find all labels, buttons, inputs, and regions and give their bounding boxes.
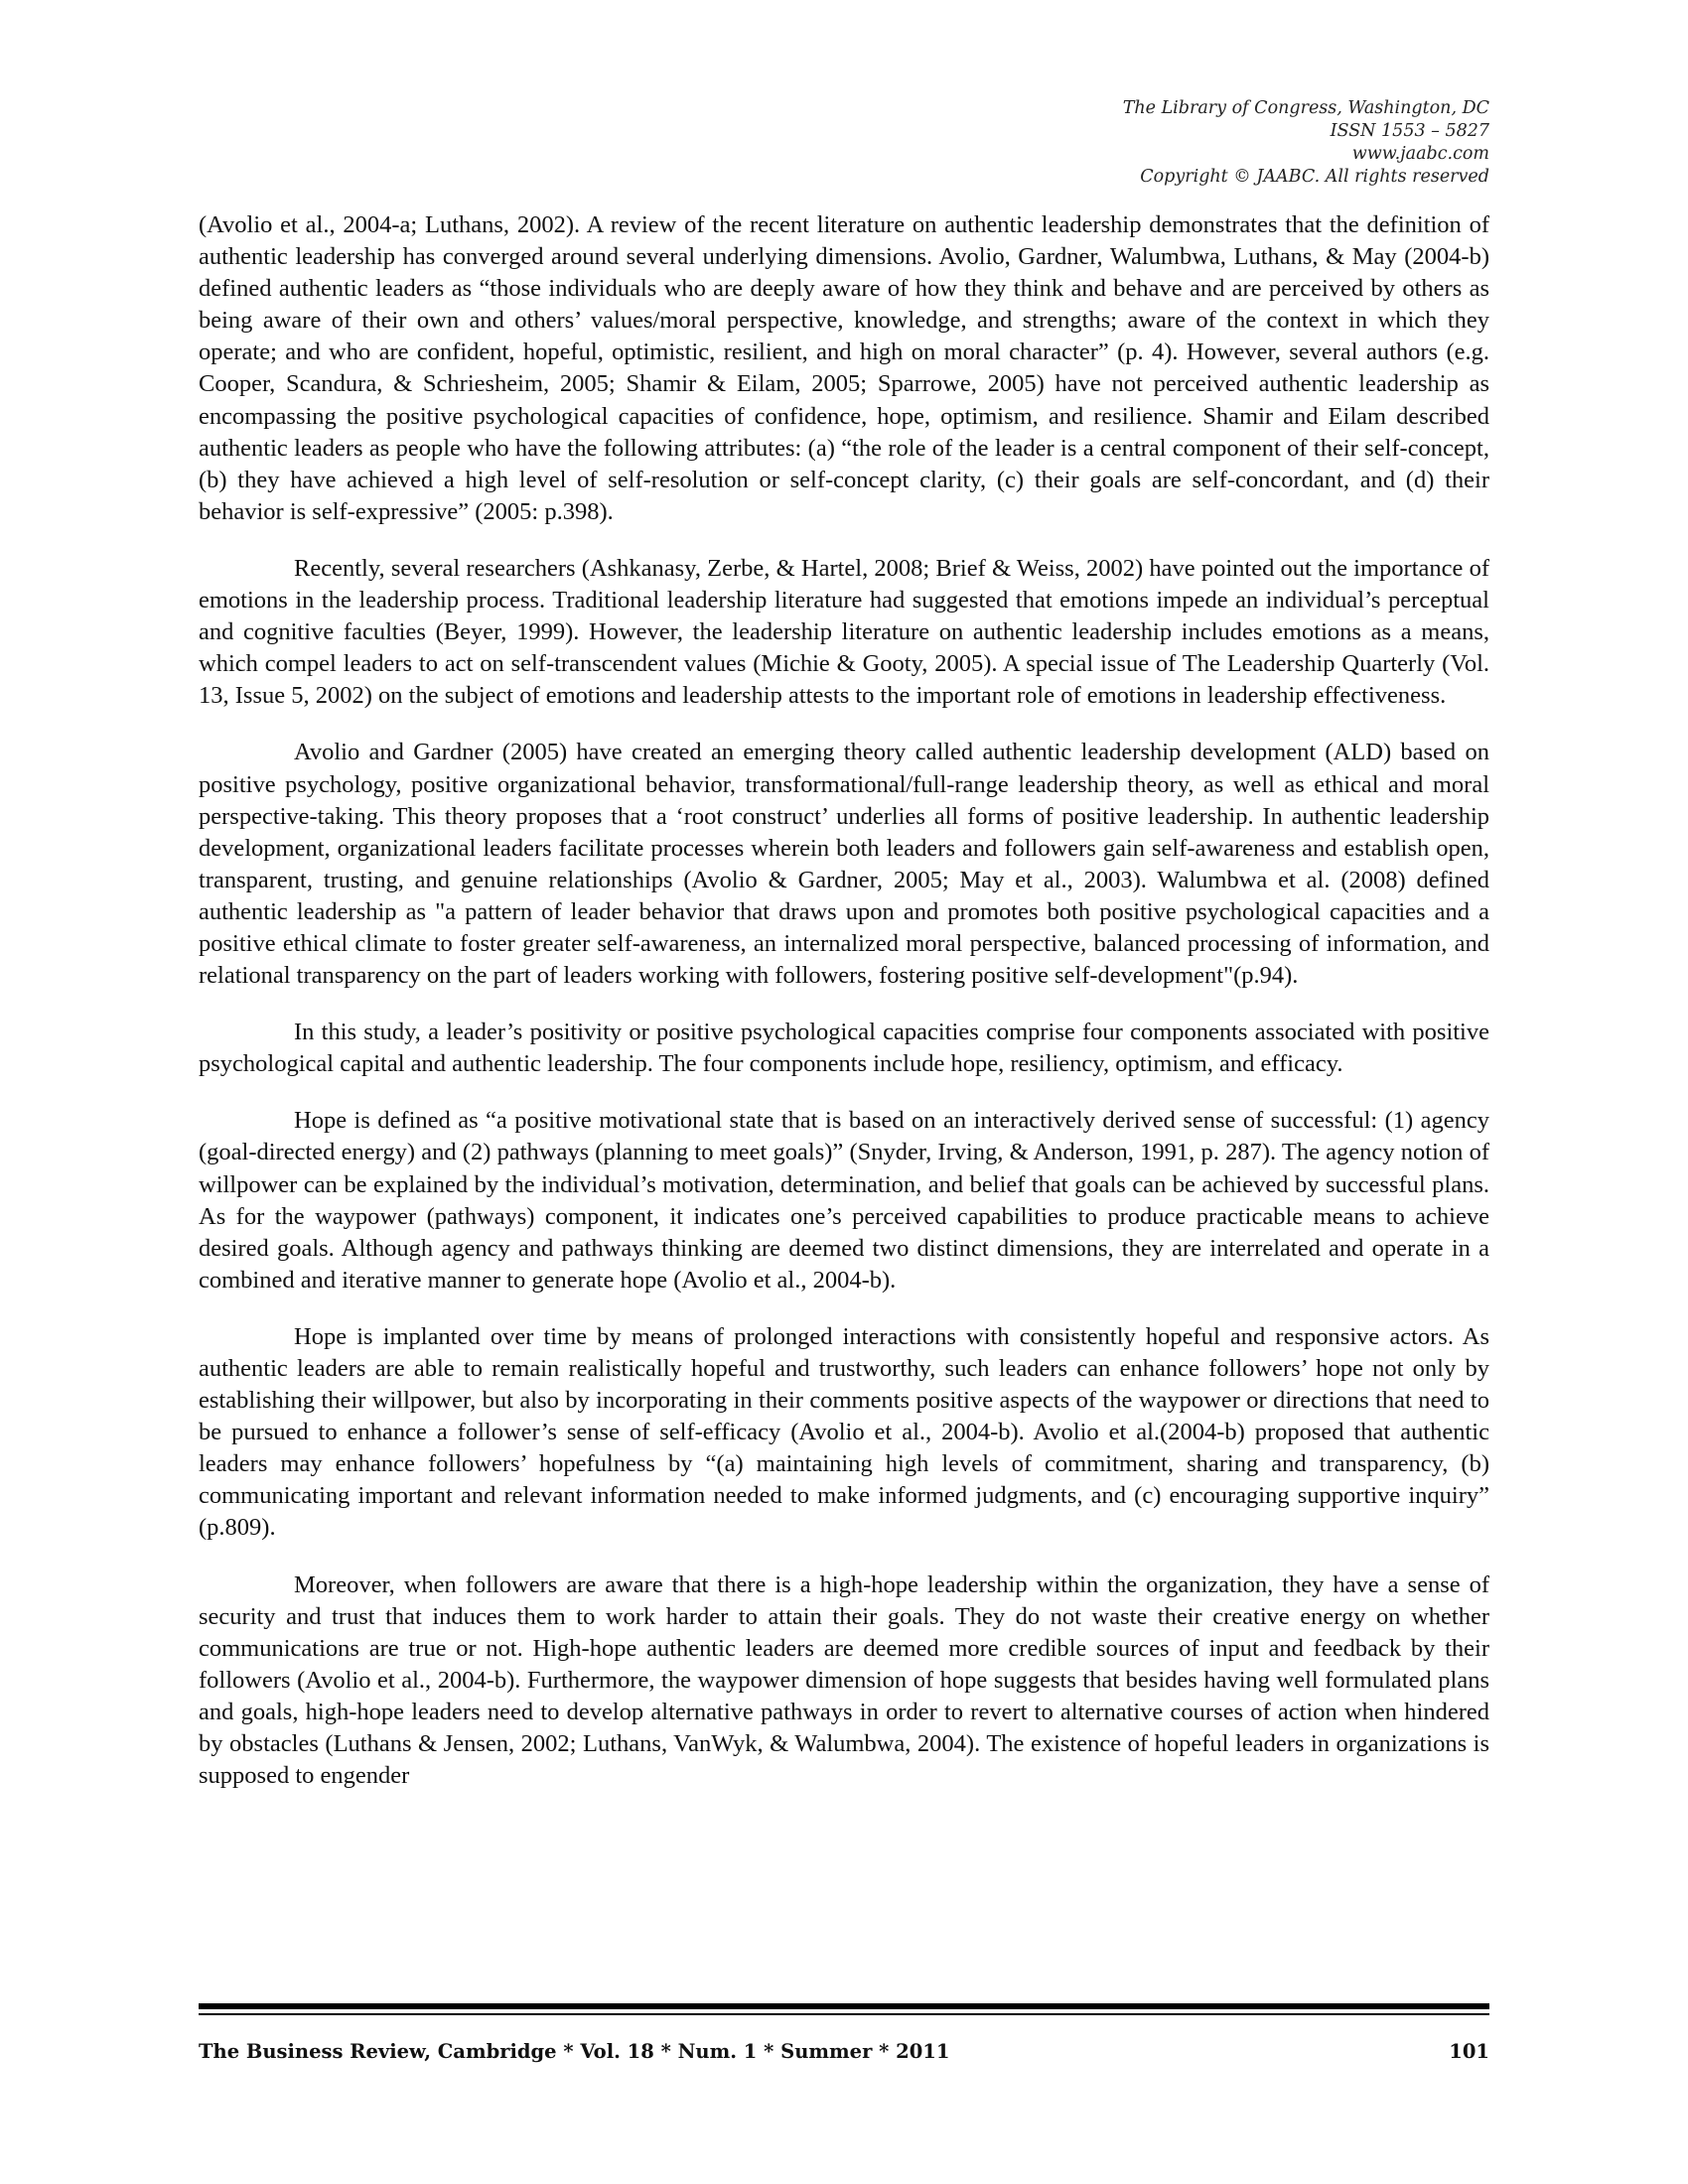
header-library: The Library of Congress, Washington, DC (1122, 98, 1489, 118)
journal-citation: The Business Review, Cambridge * Vol. 18 * Num. 1 * Summer * 2011 (199, 2040, 950, 2063)
paragraph: Hope is defined as “a positive motivational state that is based on an interactively derived sense of successful: (1) agency (goal-directed energy) and (2) pathways (planning to meet goals)” (Snyder, Irving, & Anderson, 1991, p. 287). The agency notion of willpower can be explained by the individual’s motivation, determination, and belief that goals can be achieved by successful plans. As for the waypower (pathways) component, it indicates one’s perceived capabilities to produce practicable means to achieve desired goals. Although agency and pathways thinking are deemed two distinct dimensions, they are interrelated and operate in a combined and iterative manner to generate hope (Avolio et al., 2004-b). (199, 1107, 1489, 1294)
paragraph: Moreover, when followers are aware that there is a high-hope leadership within the organization, they have a sense of security and trust that induces them to work harder to attain their goals. They do not waste their creative energy on whether communications are true or not. High-hope authentic leaders are deemed more credible sources of input and feedback by their followers (Avolio et al., 2004-b). Furthermore, the waypower dimension of hope suggests that besides having well formulated plans and goals, high-hope leaders need to develop alternative pathways in order to revert to alternative courses of action when hindered by obstacles (Luthans & Jensen, 2002; Luthans, VanWyk, & Walumbwa, 2004). The existence of hopeful leaders in organizations is supposed to engender (199, 1570, 1489, 1790)
footer-divider-thin (199, 2013, 1489, 2015)
paragraph: Recently, several researchers (Ashkanasy, Zerbe, & Hartel, 2008; Brief & Weiss, 2002) have pointed out the importance of emotions in the leadership process. Traditional leadership literature had suggested that emotions impede an individual’s perceptual and cognitive faculties (Beyer, 1999). However, the leadership literature on authentic leadership includes emotions as a means, which compel leaders to act on self-transcendent values (Michie & Gooty, 2005). A special issue of The Leadership Quarterly (Vol. 13, Issue 5, 2002) on the subject of emotions and leadership attests to the important role of emotions in leadership effectiveness. (199, 554, 1489, 710)
header-copyright: Copyright © JAABC. All rights reserved (1140, 167, 1489, 187)
header-website: www.jaabc.com (1351, 144, 1489, 164)
paragraph: (Avolio et al., 2004-a; Luthans, 2002). A review of the recent literature on authentic leadership demonstrates that the definition of authentic leadership has converged around several underlying dimensions. Avolio, Gardner, Walumbwa, Luthans, & May (2004-b) defined authentic leaders as “those individuals who are deeply aware of how they think and behave and are perceived by others as being aware of their own and others’ values/moral perspective, knowledge, and strengths; aware of the context in which they operate; and who are confident, hopeful, optimistic, resilient, and high on moral character” (p. 4). However, several authors (e.g. Cooper, Scandura, & Schriesheim, 2005; Shamir & Eilam, 2005; Sparrowe, 2005) have not perceived authentic leadership as encompassing the positive psychological capacities of confidence, hope, optimism, and resilience. Shamir and Eilam described authentic leaders as people who have the following attributes: (a) “the role of the leader is a central component of their self-concept, (b) they have achieved a high level of self-resolution or self-concept clarity, (c) their goals are self-concordant, and (d) their behavior is self-expressive” (2005: p.398). (199, 211, 1489, 525)
paragraph: In this study, a leader’s positivity or positive psychological capacities comprise four components associated with positive psychological capital and authentic leadership. The four components include hope, resiliency, optimism, and efficacy. (199, 1019, 1489, 1078)
header-issn: ISSN 1553 – 5827 (1330, 121, 1489, 141)
page-number: 101 (1449, 2040, 1489, 2063)
paragraph: Avolio and Gardner (2005) have created an emerging theory called authentic leadership development (ALD) based on positive psychology, positive organizational behavior, transformational/full-range leadership theory, as well as ethical and moral perspective-taking. This theory proposes that a ‘root construct’ underlies all forms of positive leadership. In authentic leadership development, organizational leaders facilitate processes wherein both leaders and followers gain self-awareness and establish open, transparent, trusting, and genuine relationships (Avolio & Gardner, 2005; May et al., 2003). Walumbwa et al. (2008) defined authentic leadership as "a pattern of leader behavior that draws upon and promotes both positive psychological capacities and a positive ethical climate to foster greater self-awareness, an internalized moral perspective, balanced processing of information, and relational transparency on the part of leaders working with followers, fostering positive self-development"(p.94). (199, 739, 1489, 990)
journal-header (794, 97, 1489, 189)
paragraph: Hope is implanted over time by means of prolonged interactions with consistently hopeful and responsive actors. As authentic leaders are able to remain realistically hopeful and trustworthy, such leaders can enhance followers’ hope not only by establishing their willpower, but also by incorporating in their comments positive aspects of the waypower or directions that need to be pursued to enhance a follower’s sense of self-efficacy (Avolio et al., 2004-b). Avolio et al.(2004-b) proposed that authentic leaders may enhance followers’ hopefulness by “(a) maintaining high levels of commitment, sharing and transparency, (b) communicating important and relevant information needed to make informed judgments, and (c) encouraging supportive inquiry” (p.809). (199, 1322, 1489, 1542)
article-body (199, 209, 1489, 1817)
footer-divider-thick (199, 2003, 1489, 2009)
